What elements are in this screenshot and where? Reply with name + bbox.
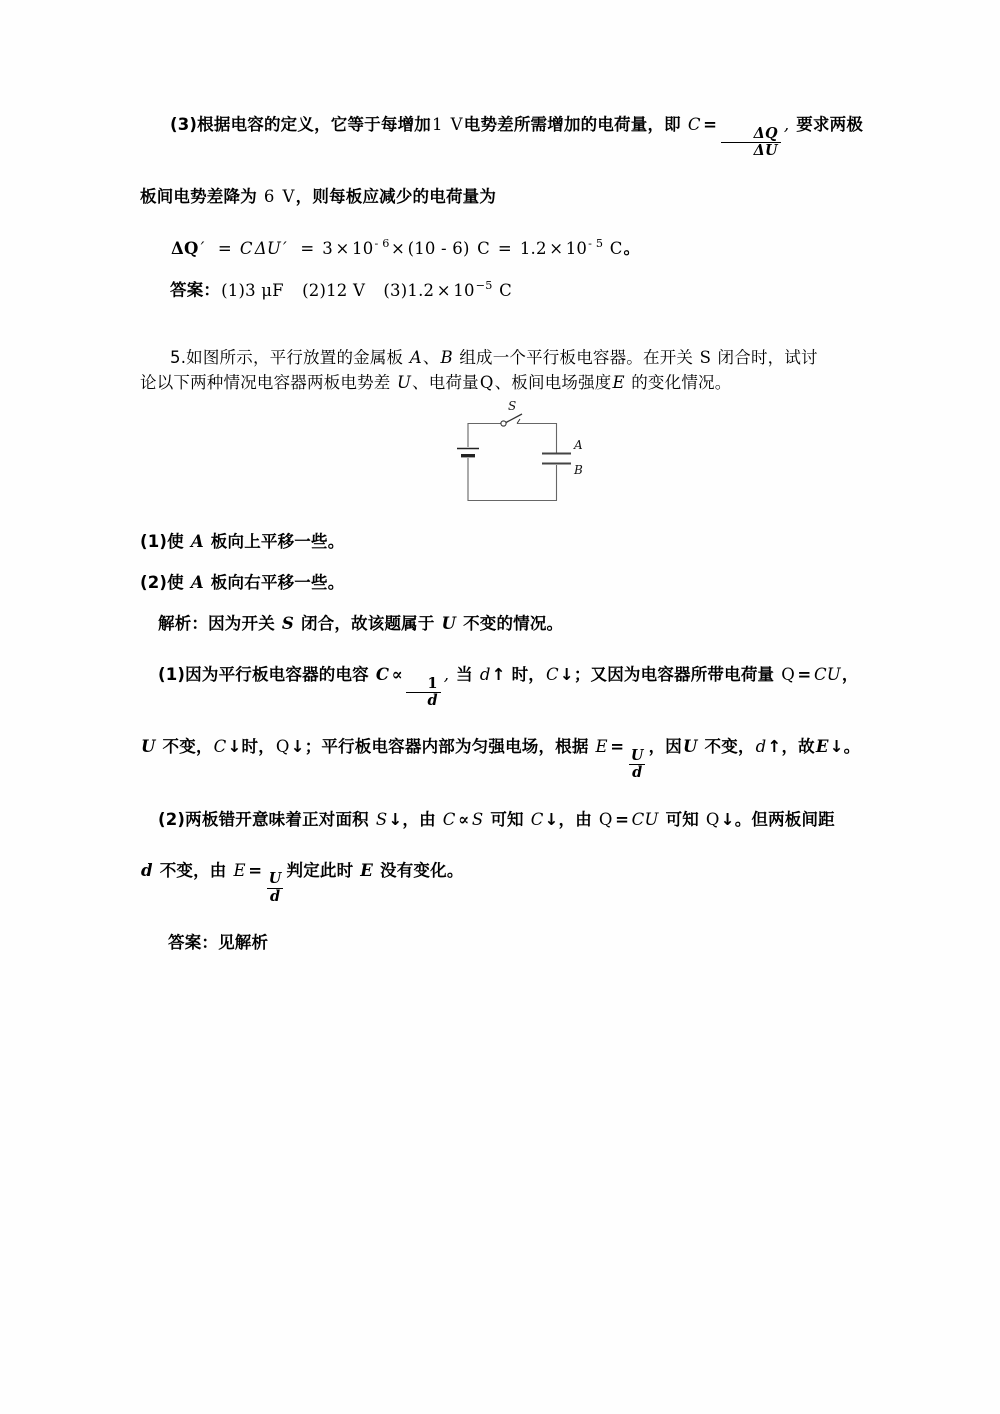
question5-dun-1: 、	[422, 347, 440, 367]
a2-text-b: ，由	[402, 809, 436, 829]
a1l2-var-u2: U	[683, 737, 698, 757]
a1l2-dn3: ↓	[829, 737, 844, 757]
analysis1-line2	[140, 734, 865, 780]
answer-q4-ten: 10	[453, 280, 475, 300]
figure-container	[140, 401, 865, 513]
frac1-numerator: 1	[427, 674, 438, 692]
paragraph-q4-part3-line2	[140, 184, 865, 209]
a1l2-text-d: ，因	[648, 737, 682, 757]
a1l2-text-f: ，故	[781, 737, 815, 757]
frac2-denominator: d	[629, 764, 645, 780]
analysis-intro-b: 闭合，故该题属于	[300, 613, 435, 633]
subquestion-1	[140, 529, 865, 554]
question5-var-u: U	[396, 372, 412, 392]
formula-delta-q-line	[140, 235, 865, 261]
formula-unit-c-1: C	[477, 238, 490, 258]
circuit-svg	[454, 401, 584, 511]
formula-var-deltau: ΔU	[254, 238, 281, 258]
formula-lhs-deltaq: ΔQ	[171, 238, 199, 258]
a1l2-var-d2: d	[755, 737, 767, 757]
a2-var-c: C	[442, 809, 456, 829]
q4-part3-var-c: C	[687, 115, 701, 134]
subq2-var-a: A	[190, 572, 204, 592]
a1-proportional: ∝	[391, 664, 403, 684]
a2-dn3: ↓	[720, 809, 735, 829]
formula-ten-2: 10	[565, 238, 588, 258]
a1-cu: CU	[813, 664, 841, 684]
q4-part3-text-a: (3)根据电容的定义，它等于每增加	[170, 115, 431, 134]
a1l2-var-q: Q	[275, 737, 290, 757]
page-content	[140, 112, 865, 955]
answer-q4-item-3-pre: (3)1.2	[383, 280, 435, 300]
formula-three: 3	[322, 238, 333, 258]
formula-paren-group: (10 - 6)	[407, 238, 470, 258]
a2l2-text-a: 不变，由	[159, 860, 227, 880]
frac1-denominator: d	[406, 692, 440, 708]
fraction-one-over-d	[406, 674, 440, 709]
switch-label: S	[508, 400, 517, 413]
a2-text-a: (2)两板错开意味着正对面积	[158, 809, 369, 829]
formula-prime-2: ′	[282, 238, 287, 258]
question5-text-c: 闭合时，试讨	[717, 347, 818, 367]
a2-text-c: 可知	[490, 809, 524, 829]
a1-tail-comma: ，	[841, 664, 859, 684]
a2l2-text-c: 没有变化。	[380, 860, 464, 880]
a1-var-c2: C	[545, 664, 559, 684]
a2-text-f: 。但两板间距	[734, 809, 835, 829]
question5-line1	[140, 345, 865, 370]
a1l2-var-e: E	[595, 737, 608, 757]
frac3-numerator: U	[268, 870, 282, 888]
question5-var-e: E	[612, 372, 625, 392]
a1l2-up: ↑	[767, 737, 782, 757]
formula-unit-c-2: C	[609, 238, 623, 258]
q4-part3-text-d: 要求两极	[796, 115, 864, 134]
fraction-u-over-d-1	[628, 746, 647, 782]
a1-text-a: (1)因为平行板电容器的电容	[158, 664, 369, 684]
formula-exponent-2: - 5	[588, 237, 604, 251]
analysis2-line1	[140, 807, 865, 832]
q4-part3-line2-b: ，则每板应减少的电荷量为	[295, 187, 497, 207]
analysis2-line2	[140, 858, 865, 904]
switch-right-terminal	[517, 419, 520, 424]
answer-q4-item-2: (2)12 V	[302, 280, 366, 300]
a2l2-equals: =	[248, 860, 263, 880]
a1l2-text-c: ；平行板电容器内部为匀强电场，根据	[304, 737, 589, 757]
answer-q5-text: 见解析	[218, 933, 269, 953]
a1l2-dn2: ↓	[290, 737, 305, 757]
a2-var-q2: Q	[705, 809, 720, 829]
a1l2-text-a: 不变，	[162, 737, 213, 757]
a2l2-var-e: E	[233, 860, 246, 880]
formula-value: 1.2	[519, 238, 547, 258]
a1-text-b: 当	[456, 664, 473, 684]
answer-q4-unit: C	[499, 280, 512, 300]
analysis1-line1	[140, 662, 865, 708]
formula-ten-1: 10	[352, 238, 374, 258]
subq1-var-a: A	[190, 531, 204, 551]
a2-var-s: S	[375, 809, 388, 829]
answer-line-q4	[140, 277, 865, 303]
a1-equals: =	[797, 664, 812, 684]
question5-dun-3: 、板间电场强度	[494, 372, 612, 392]
plate-b-label: B	[574, 462, 583, 477]
q4-part3-number-1v: 1	[431, 115, 443, 134]
question5-var-q: Q	[479, 372, 494, 392]
formula-period: 。	[623, 238, 641, 258]
a2-cu: CU	[631, 809, 659, 829]
question5-line2-a: 论以下两种情况电容器两板电势差	[140, 372, 391, 392]
a1-arrow-dn: ↓	[559, 664, 574, 684]
analysis-intro-c: 不变的情况。	[463, 613, 564, 633]
battery-short-plate	[461, 454, 475, 457]
frac2-numerator: U	[630, 746, 644, 764]
question5-var-s: S	[699, 347, 712, 367]
a1l2-text-b: 时，	[241, 737, 275, 757]
a2l2-var-e2: E	[360, 860, 374, 880]
answer-label-q5: 答案：	[168, 933, 219, 953]
plate-a-label: A	[574, 437, 583, 452]
q4-part3-comma: ,	[783, 115, 790, 134]
switch-pivot	[501, 421, 506, 426]
q4-part3-line2-a: 板间电势差降为	[140, 187, 257, 207]
a2-var-q: Q	[598, 809, 613, 829]
switch-blade	[506, 414, 522, 423]
q4-part3-number-6v: 6	[263, 187, 275, 207]
a2l2-text-b: 判定此时	[286, 860, 354, 880]
q4-part3-text-b: 电势差所需增加的电荷量，即	[463, 115, 681, 134]
a1-semicolon: ；又因为电容器所带电荷量	[573, 664, 775, 684]
formula-times-2: ×	[391, 238, 406, 258]
paragraph-q4-part3-line1	[140, 112, 865, 158]
q4-part3-equals: =	[703, 115, 718, 134]
a2-dn1: ↓	[388, 809, 403, 829]
formula-prime-1: ′	[200, 238, 205, 258]
q4-part3-unit-v: V	[450, 115, 463, 134]
a1-arrow-up: ↑	[491, 664, 506, 684]
a1-var-q: Q	[781, 664, 795, 684]
a1-comma: ,	[443, 664, 450, 684]
question5-text-b: 组成一个平行板电容器。在开关	[459, 347, 694, 367]
analysis-intro	[140, 611, 865, 636]
question5-var-a: A	[409, 347, 422, 367]
a1-var-d: d	[479, 664, 491, 684]
formula-equals-2: =	[300, 238, 315, 258]
question5-var-b: B	[440, 347, 453, 367]
answer-line-q5	[140, 930, 865, 955]
a2-dn2: ↓	[544, 809, 559, 829]
question5-text-a: 5.如图所示，平行放置的金属板	[170, 347, 404, 367]
a1l2-var-e2: E	[815, 737, 829, 757]
analysis-intro-a: 因为开关	[208, 613, 275, 633]
subq1-text-a: (1)使	[140, 531, 184, 551]
answer-q4-times: ×	[436, 280, 451, 300]
frac3-denominator: d	[267, 888, 283, 904]
a1l2-dn1: ↓	[227, 737, 242, 757]
fraction-delta-q-over-delta-u	[721, 124, 781, 159]
formula-var-c: C	[239, 238, 253, 258]
question5-dun-2: 、电荷量	[412, 372, 479, 392]
subquestion-2	[140, 570, 865, 595]
a1l2-var-c: C	[213, 737, 227, 757]
a1l2-equals: =	[610, 737, 625, 757]
subq1-text-b: 板向上平移一些。	[210, 531, 345, 551]
subq2-text-b: 板向右平移一些。	[210, 572, 345, 592]
a1-var-c: C	[375, 664, 390, 684]
answer-label-q4: 答案：	[170, 280, 221, 300]
a1-text-c: 时，	[511, 664, 545, 684]
a2-text-e: 可知	[665, 809, 699, 829]
a2-var-s2: S	[471, 809, 484, 829]
analysis-label: 解析：	[158, 613, 209, 633]
analysis-var-u: U	[441, 613, 457, 633]
q4-part3-unit-v2: V	[282, 187, 295, 207]
answer-q4-exponent: −5	[475, 279, 493, 293]
fraction-numerator: ΔQ	[753, 124, 778, 142]
a1l2-var-u: U	[141, 737, 156, 757]
formula-exponent-1: - 6	[374, 237, 390, 251]
circuit-diagram	[454, 401, 584, 515]
a2-proportional: ∝	[458, 809, 470, 829]
question5-line2-b: 的变化情况。	[631, 372, 732, 392]
formula-equals-1: =	[217, 238, 232, 258]
fraction-denominator: ΔU	[721, 142, 781, 158]
a2-var-c2: C	[530, 809, 544, 829]
a1l2-text-e: 不变，	[704, 737, 755, 757]
a1l2-end: 。	[843, 737, 861, 757]
formula-times-1: ×	[335, 238, 350, 258]
question5-line2	[140, 370, 865, 395]
fraction-u-over-d-2	[266, 872, 285, 904]
a2l2-var-d: d	[141, 860, 153, 880]
analysis-var-s: S	[281, 613, 294, 633]
a2-text-d: ，由	[558, 809, 592, 829]
formula-times-3: ×	[549, 238, 564, 258]
subq2-text-a: (2)使	[140, 572, 184, 592]
a2-equals: =	[615, 809, 630, 829]
answer-q4-item-1: (1)3 μF	[221, 280, 284, 300]
formula-equals-3: =	[497, 238, 512, 258]
